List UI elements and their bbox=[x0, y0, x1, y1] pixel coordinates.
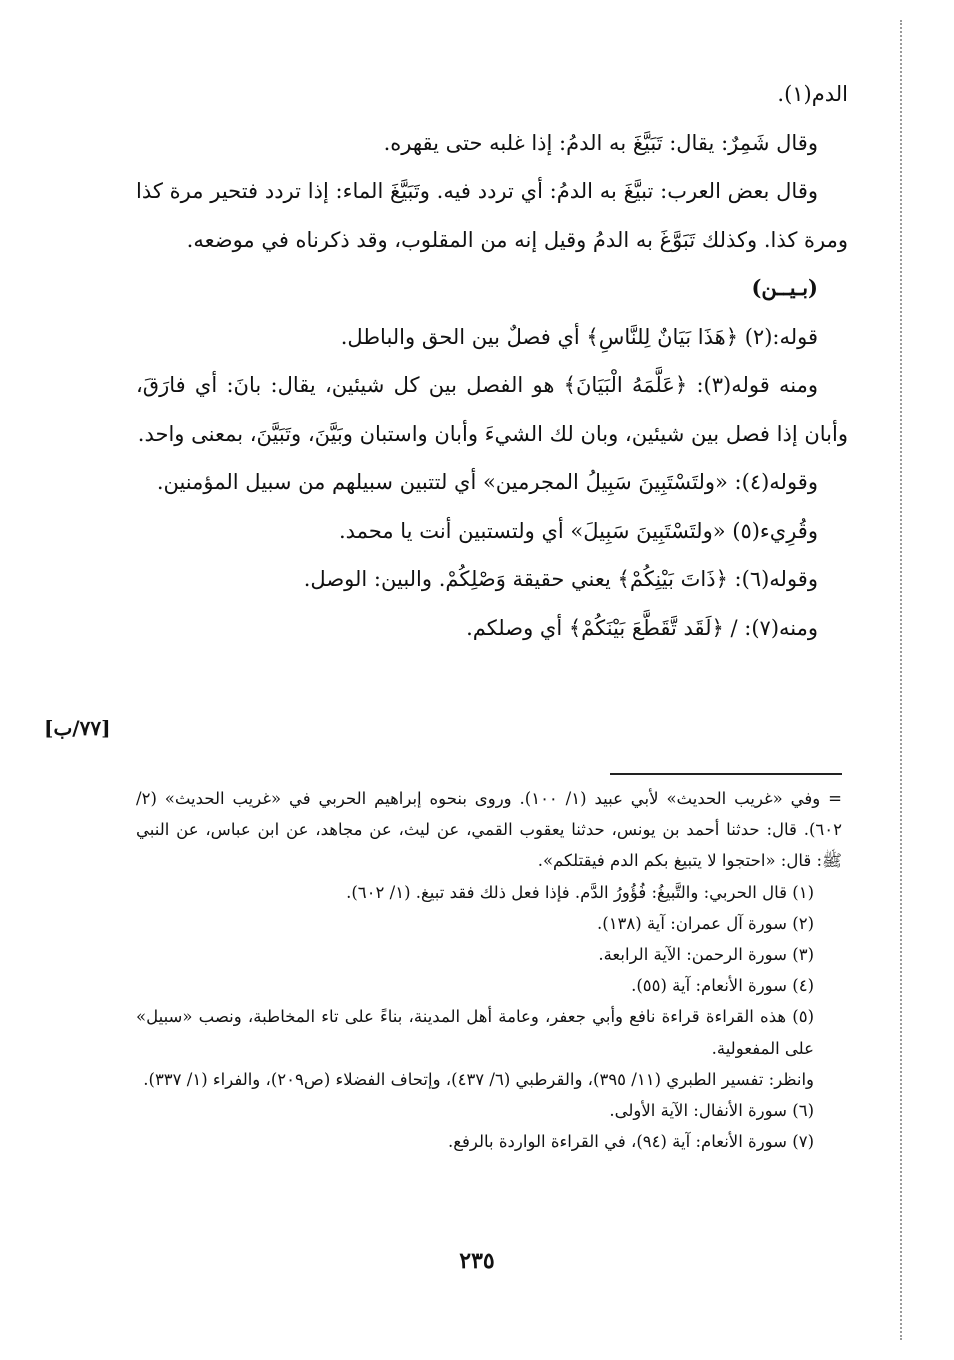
page-number: ٢٣٥ bbox=[459, 1248, 495, 1274]
binding-dotted-line bbox=[900, 20, 902, 1340]
footnote-2: (٢) سورة آل عمران: آية (١٣٨). bbox=[597, 913, 814, 933]
footnote-4: (٤) سورة الأنعام: آية (٥٥). bbox=[631, 976, 814, 996]
text-paragraph-3: وقال بعض العرب: تبيَّغَ به الدمُ: أي تردد فيه. وتَبَيَّغَ الماء: إذا تردد فتحير مرة كذا ومرة كذا. وكذلك تَبَوَّغَ به الدمُ وقيل إنه من المقلوب، وقد ذكرناه في موضعه. bbox=[136, 179, 848, 252]
footnote-5: (٥) هذه القراءة قراءة نافع وأبي جعفر، وعامة أهل المدينة، بناءً على تاء المخاطبة، ونصب «سبيل» على المفعولية. bbox=[136, 1007, 814, 1058]
footnote-separator bbox=[610, 773, 842, 775]
text-line-5: قوله:(٢) ﴿هَذَا بَيَانٌ لِلنَّاسِ﴾ أي فصلٌ بين الحق والباطل. bbox=[340, 324, 818, 349]
text-line-8: وقُرِيء(٥) «ولتَسْتَبِينَ سَبِيلَ» أي ولتستبين أنت يا محمد. bbox=[338, 518, 818, 543]
text-line-1: الدم(١). bbox=[777, 82, 848, 106]
footnote-continuation: = وفي «غريب الحديث» لأبي عبيد (١/ ١٠٠). وروى بنحوه إبراهيم الحربي في «غريب الحديث» (٢/ ٦٠٢). قال: حدثنا أحمد بن يونس، حدثنا يعقوب القمي، عن ليث، عن مجاهد، عن ابن عباس، عن النبي ﷺ: قال: «احتجوا لا يتبيغ بكم الدم فيقتلكم». bbox=[136, 789, 842, 871]
footnote-1: (١) قال الحربي: والتَّبيغُ: فُؤُورُ الدَّم. فإذا فعل ذلك فقد تبيغ. (١/ ٦٠٢). bbox=[346, 882, 814, 902]
footnotes bbox=[136, 783, 842, 1157]
manuscript-folio-ref: [٧٧/ب] bbox=[44, 716, 111, 740]
section-heading: (بـيــن) bbox=[751, 275, 818, 300]
text-line-10: ومنه(٧): / ﴿لَقَد تَّقَطَّعَ بَيْنَكُمْ﴾ أي وصلكم. bbox=[466, 615, 818, 640]
footnote-5-continued: وانظر: تفسير الطبري (١١/ ٣٩٥)، والقرطبي (٦/ ٤٣٧)، وإتحاف الفضلاء (ص٢٠٩)، والفراء (١/ ٣٣٧). bbox=[143, 1069, 814, 1089]
footnote-7: (٧) سورة الأنعام: آية (٩٤)، في القراءة الواردة بالرفع. bbox=[447, 1132, 814, 1152]
text-line-2: وقال شَمِرٌ: يقال: تَبَيَّغَ به الدمُ: إذا غلبه حتى يقهره. bbox=[383, 130, 818, 155]
text-paragraph-6: ومنه قوله(٣): ﴿عَلَّمَهُ الْبَيَانَ﴾ هو الفصل بين كل شيئين، يقال: بانَ: أي فارَقَ، وأبان إذا فصل بين شيئين، وبان لك الشيءَ وأبان واستبان وبَيَّنَ، وتَبَيَّنَ، بمعنى واحد. bbox=[136, 373, 848, 446]
text-line-9: وقوله(٦): ﴿ذَاتَ بَيْنِكُمْ﴾ يعني حقيقة وَصْلِكُمْ. والبين: الوصل. bbox=[303, 567, 818, 591]
footnote-6: (٦) سورة الأنفال: الآية الأولى. bbox=[609, 1101, 814, 1121]
main-text bbox=[136, 70, 848, 652]
footnote-3: (٣) سورة الرحمن: الآية الرابعة. bbox=[598, 945, 814, 965]
text-line-7: وقوله(٤): «ولتَسْتَبِينَ سَبِيلُ المجرمين» أي لتتبين سبيلهم من سبيل المؤمنين. bbox=[156, 470, 818, 494]
